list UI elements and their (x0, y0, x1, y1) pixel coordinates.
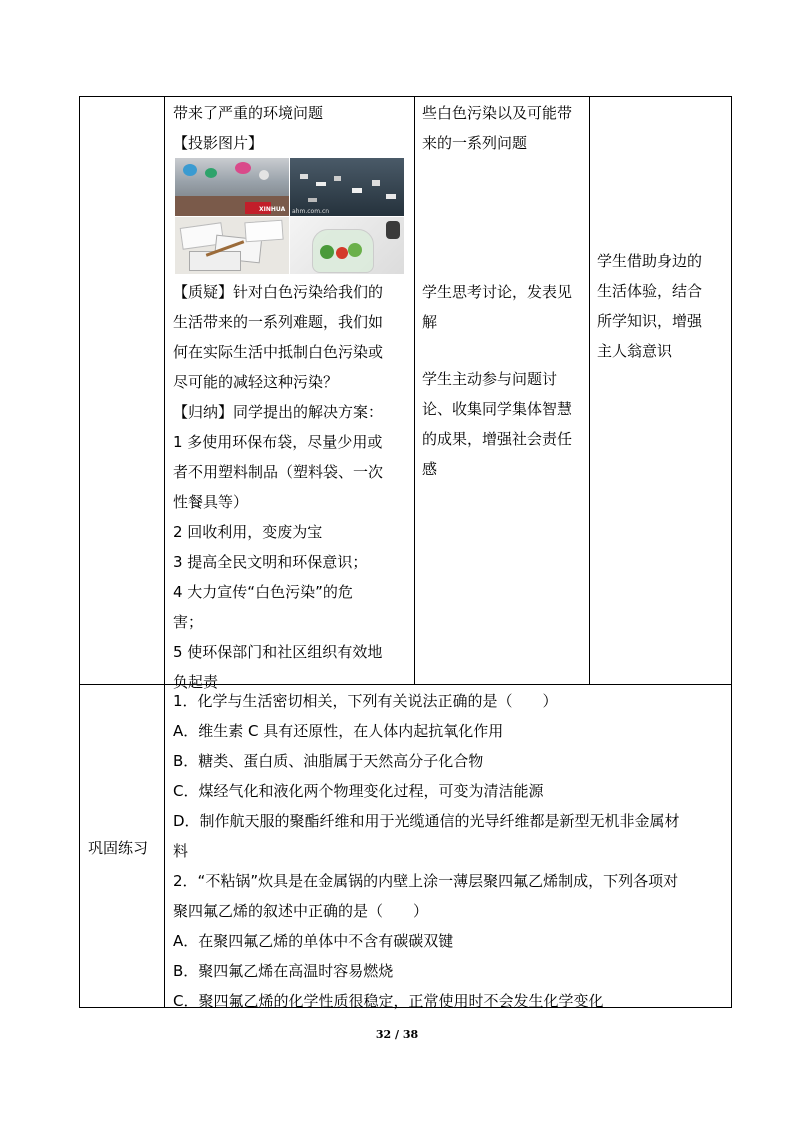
table-col-divider-2 (414, 96, 415, 684)
question-line: 1．化学与生活密切相关，下列有关说法正确的是（ ） (173, 692, 558, 710)
content-line: 者不用塑料制品（塑料袋、一次 (173, 463, 384, 481)
photo-foam-containers (175, 217, 289, 274)
question-line: C．聚四氟乙烯的化学性质很稳定，正常使用时不会发生化学变化 (173, 992, 604, 1010)
photo-water-trash (290, 158, 404, 216)
content-line: 性餐具等） (173, 493, 249, 511)
activity-line: 学生主动参与问题讨 (422, 370, 558, 388)
content-line: 【质疑】针对白色污染给我们的 (173, 283, 384, 301)
student-activity-bottom (422, 364, 572, 484)
content-line: 尽可能的减轻这种污染？ (173, 373, 339, 391)
question-line: D．制作航天服的聚酯纤维和用于光缆通信的光导纤维都是新型无机非金属材 (173, 812, 680, 830)
table-col-divider-1 (164, 96, 165, 1008)
question-line: A．维生素 C 具有还原性，在人体内起抗氧化作用 (173, 722, 504, 740)
intent-line: 所学知识，增强 (597, 312, 703, 330)
student-activity-mid (422, 277, 572, 337)
activity-line: 论、收集同学集体智慧 (422, 400, 573, 418)
page-number: 32 / 38 (375, 1028, 419, 1041)
content-line: 4 大力宣传“白色污染”的危 (173, 583, 353, 601)
content-line: 何在实际生活中抵制白色污染或 (173, 343, 384, 361)
activity-line: 解 (422, 313, 438, 331)
question-line: B．聚四氟乙烯在高温时容易燃烧 (173, 962, 394, 980)
content-line: 带来了严重的环境问题 (173, 104, 324, 122)
watermark-site: ahm.com.cn (292, 208, 330, 215)
question-line: B．糖类、蛋白质、油脂属于天然高分子化合物 (173, 752, 484, 770)
content-line: 【投影图片】 (173, 134, 264, 152)
intent-line: 学生借助身边的 (597, 252, 703, 270)
practice-questions (173, 686, 680, 1016)
question-line: 聚四氟乙烯的叙述中正确的是（ ） (173, 902, 429, 920)
pollution-photo-collage (175, 158, 404, 274)
content-line: 负起责 (173, 673, 219, 691)
content-line: 害； (173, 613, 204, 631)
student-activity-top (422, 98, 572, 158)
intent-line: 主人翁意识 (597, 342, 673, 360)
section-label-practice: 巩固练习 (88, 839, 149, 857)
content-line: 2 回收利用，变废为宝 (173, 523, 323, 541)
photo-street-bags (175, 158, 289, 216)
watermark-xinhua: XINHUA (259, 206, 286, 213)
teaching-content-top (173, 98, 323, 158)
activity-line: 学生思考讨论，发表见 (422, 283, 573, 301)
content-line: 3 提高全民文明和环保意识； (173, 553, 368, 571)
content-line: 1 多使用环保布袋，尽量少用或 (173, 433, 383, 451)
activity-line: 些白色污染以及可能带 (422, 104, 573, 122)
activity-line: 感 (422, 460, 438, 478)
activity-line: 的成果，增强社会责任 (422, 430, 573, 448)
teaching-content-bottom (173, 277, 383, 697)
intent-line: 生活体验，结合 (597, 282, 703, 300)
question-line: 料 (173, 842, 189, 860)
question-line: C．煤经气化和液化两个物理变化过程，可变为清洁能源 (173, 782, 544, 800)
table-col-divider-3 (589, 96, 590, 684)
content-line: 5 使环保部门和社区组织有效地 (173, 643, 383, 661)
photo-plastic-bag (290, 217, 404, 274)
activity-line: 来的一系列问题 (422, 134, 528, 152)
question-line: 2．“不粘锅”炊具是在金属锅的内壁上涂一薄层聚四氟乙烯制成，下列各项对 (173, 872, 679, 890)
content-line: 【归纳】同学提出的解决方案： (173, 403, 384, 421)
question-line: A．在聚四氟乙烯的单体中不含有碳碳双键 (173, 932, 454, 950)
design-intent (597, 246, 702, 366)
content-line: 生活带来的一系列难题，我们如 (173, 313, 384, 331)
